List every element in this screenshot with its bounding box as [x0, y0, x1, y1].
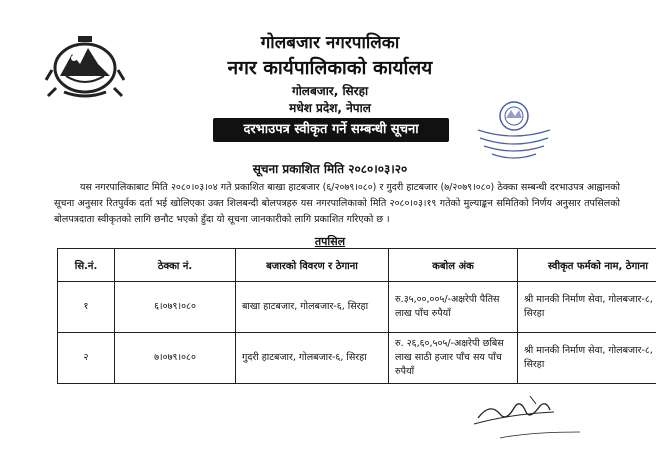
table-row — [58, 282, 656, 333]
office-address: गोलबजार, सिरहा — [291, 84, 369, 98]
cell-amount: रु.३५,००,००५/-अक्षरेपी पैतिस लाख पाँच रुपैयाँ — [389, 282, 518, 333]
header-market: बजारको विवरण र ठेगाना — [236, 249, 389, 282]
header-contract: ठेक्का नं. — [115, 249, 236, 282]
municipality-name: गोलबजार नगरपालिका — [260, 33, 400, 53]
government-emblem — [44, 30, 126, 100]
cell-contract: ७।०७९।०८० — [115, 333, 236, 384]
publication-date: सूचना प्रकाशित मिति २०८०।०३।२० — [252, 162, 408, 176]
cell-sn: २ — [58, 333, 115, 384]
notice-banner: दरभाउपत्र स्वीकृत गर्ने सम्बन्धी सूचना — [213, 118, 449, 142]
cell-amount: रु. २६,६०,५०५/-अक्षरेपी छबिस लाख साठी हजार पाँच सय पाँच रुपैयाँ — [389, 333, 518, 384]
province-country: मधेश प्रदेश, नेपाल — [289, 101, 371, 115]
approval-table — [57, 248, 656, 384]
cell-sn: १ — [58, 282, 115, 333]
cell-market: बाखा हाटबजार, गोलबजार-६, सिरहा — [236, 282, 389, 333]
office-name: नगर कार्यपालिकाको कार्यालय — [227, 57, 433, 79]
notice-body: यस नगरपालिकाबाट मिति २०८०।०३।०४ गते प्रकाशित बाखा हाटबजार (६/२०७९।०८०) र गुदरी हाटबजार (७/२०७९।०८०) ठेक्का सम्बन्धी दरभाउपत्र आह्वानको सूचना अनुसार रितपुर्वक दर्ता भई खोलिएका उक्त शिलबन्दी बोलपत्रहरु यस नगरपालिकाको मिति २०८०।०३।१९ गतेको मुल्याङ्कन समितिको निर्णय अनुसार तपसिलको बोलपत्रदाता स्वीकृतको लागि छनौट भएको हुँदा यो सूचना जानकारीको लागि प्रकाशित गरिएको छ । — [54, 182, 620, 225]
table-header-row — [58, 249, 656, 282]
table-row — [58, 333, 656, 384]
header-sn: सि.नं. — [58, 249, 115, 282]
office-stamp — [472, 86, 556, 170]
cell-market: गुदरी हाटबजार, गोलबजार-६, सिरहा — [236, 333, 389, 384]
table-title: तपसिल — [314, 235, 346, 248]
cell-firm: श्री मानकी निर्माण सेवा, गोलबजार-८, सिरहा — [518, 333, 656, 384]
header-amount: कबोल अंक — [389, 249, 518, 282]
cell-contract: ६।०७९।०८० — [115, 282, 236, 333]
header-firm: स्वीकृत फर्मको नाम, ठेगाना — [518, 249, 656, 282]
signature — [470, 388, 590, 448]
cell-firm: श्री मानकी निर्माण सेवा, गोलबजार-८, सिरहा — [518, 282, 656, 333]
